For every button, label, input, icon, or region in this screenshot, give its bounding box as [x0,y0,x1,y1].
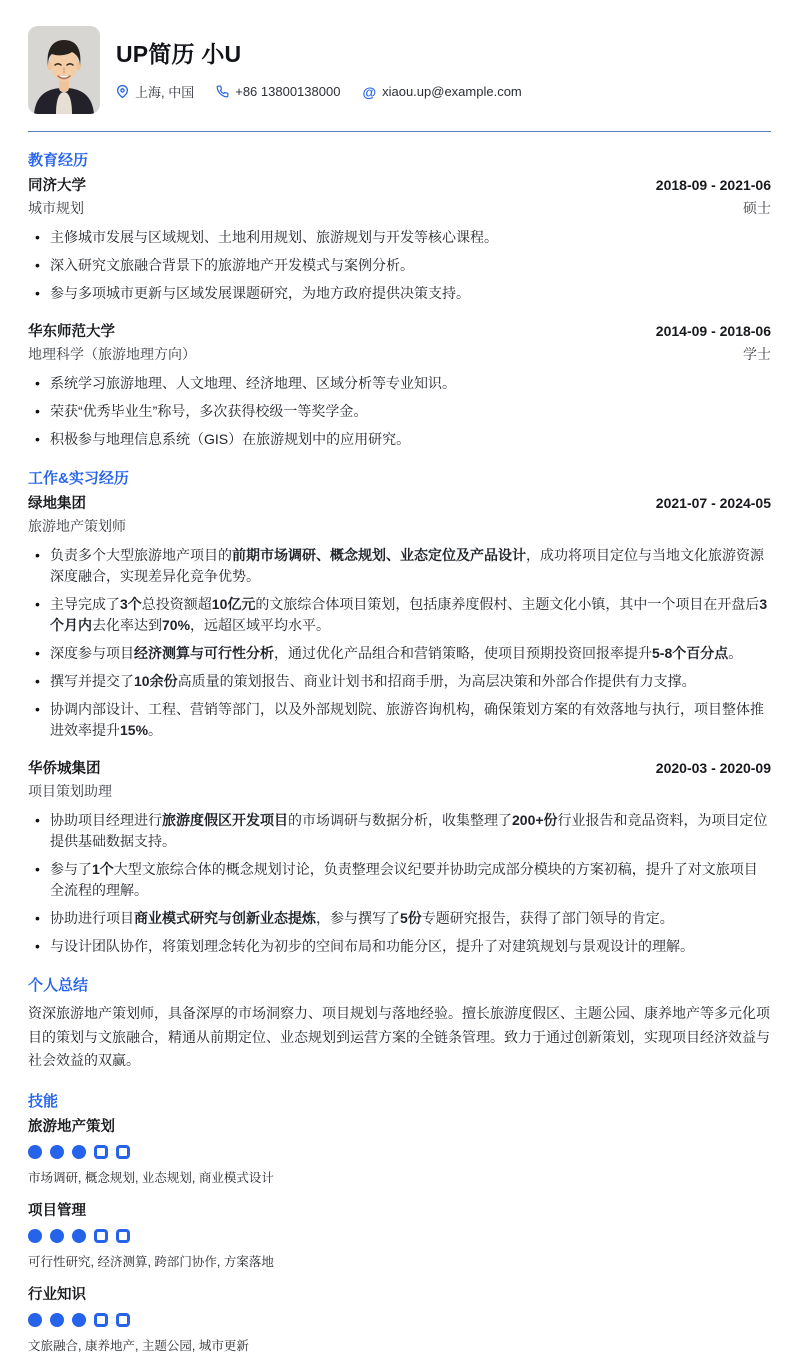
skill-name: 行业知识 [28,1286,86,1303]
bullet-text: 协助项目经理进行 [50,812,162,828]
location-pin-icon [116,85,129,98]
contact-email [362,84,521,99]
bullet-text: 荣获“优秀毕业生”称号，多次获得校级一等奖学金。 [50,403,368,419]
bullet-text: 深度参与项目 [50,645,134,661]
skill-dot-empty [94,1229,108,1243]
skill-keywords: 文旅融合, 康养地产, 主题公园, 城市更新 [28,1338,249,1353]
bullet-item [50,936,771,957]
bullet-text: 与设计团队协作，将策划理念转化为初步的空间布局和功能分区，提升了对建筑规划与景观设计的理解。 [50,938,694,954]
work-bullets [28,545,771,741]
education-entry [28,320,771,450]
work-date: 2020-03 - 2020-09 [655,760,771,776]
skill-dot-filled [28,1145,42,1159]
skill-dot-filled [28,1313,42,1327]
bullet-text: ，远超区域平均水平。 [190,617,331,633]
section-summary [28,974,771,1073]
work-section-title: 工作&实习经历 [28,470,129,487]
bullet-text-bold: 10亿元 [211,596,256,612]
bullet-text-bold: 10余份 [134,673,178,689]
bullet-text-bold: 5份 [400,910,422,926]
bullet-text: 参与多项城市更新与区域发展课题研究，为地方政府提供决策支持。 [50,285,470,301]
major: 城市规划 [28,200,84,216]
bullet-text: ，成功将项目定位与当地文化旅游资源深度融合，实现差异化竞争优势。 [50,547,764,584]
bullet-text: 大型文旅综合体的概念规划讨论，负责整理会议纪要并协助完成部分模块的方案初稿，提升了对文旅项目全流程的理解。 [50,861,758,898]
bullet-text-bold: 70% [162,617,191,633]
skill-name: 项目管理 [28,1202,86,1219]
bullet-item [50,373,771,394]
major: 地理科学（旅游地理方向） [28,346,196,362]
section-skills [28,1090,771,1354]
profile-photo [28,26,100,114]
location-text: 上海, 中国 [135,85,195,100]
skill-dot-empty [116,1145,130,1159]
education-date: 2018-09 - 2021-06 [655,177,771,193]
skill-dot-empty [116,1229,130,1243]
bullet-text-bold: 旅游度假区开发项目 [162,812,288,828]
contact-row [116,82,522,101]
bullet-text: 协调内部设计、工程、营销等部门，以及外部规划院、旅游咨询机构，确保策划方案的有效落地与执行，项目整体推进效率提升 [50,701,764,738]
job-title: 项目策划助理 [28,783,112,799]
skill-dot-empty [116,1313,130,1327]
bullet-item [50,699,771,741]
bullet-text: 主修城市发展与区域规划、土地利用规划、旅游规划与开发等核心课程。 [50,229,498,245]
bullet-text: 撰写并提交了 [50,673,134,689]
bullet-item [50,594,771,636]
bullet-text: 系统学习旅游地理、人文地理、经济地理、区域分析等专业知识。 [50,375,456,391]
skill-dot-empty [94,1313,108,1327]
summary-text: 资深旅游地产策划师，具备深厚的市场洞察力、项目规划与落地经验。擅长旅游度假区、主题公园、康养地产等多元化项目的策划与文旅融合，精通从前期定位、业态规划到运营方案的全链条管理。致力于通过创新策划，实现项目经济效益与社会效益的双赢。 [28,1005,770,1069]
email-at-icon: @ [362,83,377,100]
skill-dot-empty [94,1145,108,1159]
education-section-title: 教育经历 [28,152,89,169]
bullet-item [50,401,771,422]
skill-dot-filled [72,1145,86,1159]
email-text: xiaou.up@example.com [382,84,522,99]
bullet-text: 协助进行项目 [50,910,134,926]
bullet-text: 。 [728,645,743,661]
education-bullets [28,227,771,304]
bullet-item [50,908,771,929]
bullet-text: 积极参与地理信息系统（GIS）在旅游规划中的应用研究。 [50,431,411,447]
skill-item [28,1115,771,1186]
skill-level-dots [28,1229,771,1243]
degree: 学士 [743,346,771,362]
phone-icon [216,85,229,98]
bullet-text-bold: 经济测算与可行性分析 [134,645,274,661]
work-bullets [28,810,771,957]
skill-keywords: 市场调研, 概念规划, 业态规划, 商业模式设计 [28,1170,274,1185]
skill-dot-filled [50,1145,64,1159]
company-name: 绿地集团 [28,496,86,512]
bullet-text-bold: 前期市场调研、概念规划、业态定位及产品设计 [232,547,526,563]
section-education [28,149,771,450]
work-date: 2021-07 - 2024-05 [655,495,771,511]
bullet-text: 高质量的策划报告、商业计划书和招商手册，为高层决策和外部合作提供有力支撑。 [177,673,696,689]
bullet-text-bold: 3个月内 [50,596,768,633]
bullet-text-bold: 1个 [92,861,114,877]
work-entry [28,757,771,957]
bullet-text: ，参与撰写了 [316,910,400,926]
degree: 硕士 [743,200,771,216]
contact-location [116,82,194,101]
bullet-text: 行业报告和竞品资料，为项目定位提供基础数据支持。 [50,812,768,849]
bullet-item [50,810,771,852]
phone-text: +86 13800138000 [235,84,341,99]
bullet-text: 深入研究文旅融合背景下的旅游地产开发模式与案例分析。 [50,257,414,273]
profile-photo-illustration [28,26,100,114]
bullet-text-bold: 200+份 [512,812,558,828]
bullet-item [50,227,771,248]
bullet-text-bold: 5-8个百分点 [652,645,729,661]
bullet-text: ，通过优化产品组合和营销策略，使项目预期投资回报率提升 [274,645,652,661]
job-title: 旅游地产策划师 [28,518,126,534]
skill-dot-filled [50,1313,64,1327]
education-date: 2014-09 - 2018-06 [655,323,771,339]
bullet-item [50,429,771,450]
header-divider [28,131,771,132]
summary-section-title: 个人总结 [28,977,89,994]
skill-level-dots [28,1313,771,1327]
bullet-item [50,255,771,276]
bullet-text: 主导完成了 [50,596,120,612]
bullet-item [50,859,771,901]
skill-dot-filled [72,1313,86,1327]
header [28,26,771,114]
school-name: 同济大学 [28,178,86,194]
header-info [116,26,522,101]
education-entry [28,174,771,304]
candidate-name: UP简历 小U [116,41,242,67]
bullet-text: 的市场调研与数据分析，收集整理了 [288,812,512,828]
skill-dot-filled [50,1229,64,1243]
bullet-text: 负责多个大型旅游地产项目的 [50,547,232,563]
skill-level-dots [28,1145,771,1159]
bullet-item [50,671,771,692]
bullet-text: 的文旅综合体项目策划，包括康养度假村、主题文化小镇，其中一个项目在开盘后 [255,596,760,612]
bullet-item [50,545,771,587]
work-entry [28,492,771,741]
bullet-item [50,643,771,664]
contact-phone [216,84,340,99]
skill-dot-filled [28,1229,42,1243]
skill-name: 旅游地产策划 [28,1118,115,1135]
skill-item [28,1283,771,1354]
skill-keywords: 可行性研究, 经济测算, 跨部门协作, 方案落地 [28,1254,274,1269]
company-name: 华侨城集团 [28,761,101,777]
bullet-text-bold: 商业模式研究与创新业态提炼 [134,910,316,926]
bullet-text-bold: 15% [120,722,149,738]
skills-section-title: 技能 [28,1092,59,1110]
bullet-text: 参与了 [50,861,92,877]
bullet-item [50,283,771,304]
bullet-text: 去化率达到 [92,617,162,633]
bullet-text: 专题研究报告，获得了部门领导的肯定。 [421,910,674,926]
bullet-text: 。 [148,722,163,738]
school-name: 华东师范大学 [28,324,115,340]
education-bullets [28,373,771,450]
skill-item [28,1199,771,1270]
section-work [28,467,771,957]
bullet-text: 总投资额超 [141,596,212,612]
bullet-text-bold: 3个 [120,596,142,612]
skill-dot-filled [72,1229,86,1243]
